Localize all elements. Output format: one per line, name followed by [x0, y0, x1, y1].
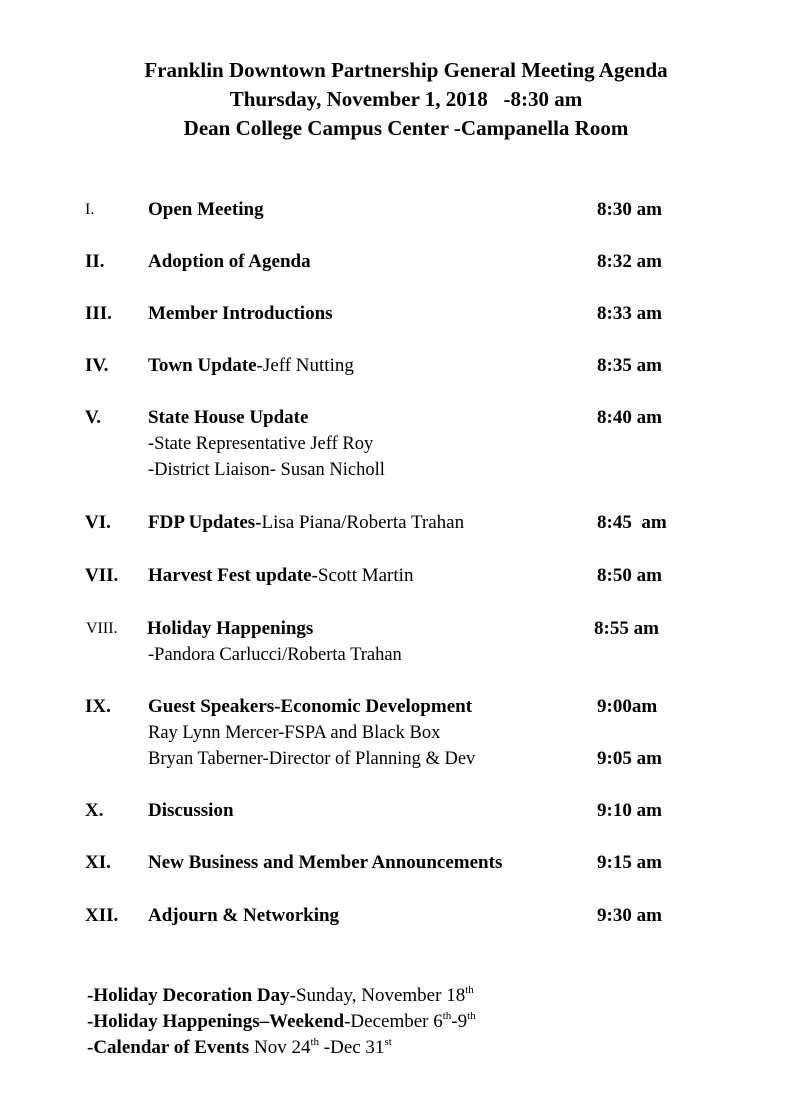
item-title: Harvest Fest update-Scott Martin [148, 565, 414, 586]
item-time: 9:15 am [597, 852, 662, 873]
item-title: Holiday Happenings [147, 618, 314, 639]
item-number: IX. [85, 696, 111, 717]
item-time: 8:32 am [597, 251, 662, 272]
agenda-title: Franklin Downtown Partnership General Meeting Agenda [144, 58, 668, 82]
item-time: 9:00am [597, 696, 658, 717]
item-title: State House Update [148, 407, 309, 428]
meeting-date: Thursday, November 1, 2018 -8:30 am [229, 87, 583, 111]
item-number: VIII. [86, 620, 118, 637]
item-time: 8:45 am [597, 512, 667, 533]
item-number: I. [85, 201, 95, 218]
item-subline: Ray Lynn Mercer-FSPA and Black Box [148, 723, 441, 743]
item-subline: -State Representative Jeff Roy [148, 434, 374, 454]
footer-note-holiday-weekend: -Holiday Happenings–Weekend-December 6th-9th [87, 1010, 476, 1032]
item-number: VII. [85, 565, 119, 586]
item-time: 8:50 am [597, 565, 662, 586]
item-number: VI. [85, 512, 111, 533]
footer-note-decoration-day: -Holiday Decoration Day-Sunday, November 18th [87, 984, 474, 1006]
item-number: II. [85, 251, 105, 272]
item-title: FDP Updates-Lisa Piana/Roberta Trahan [148, 512, 465, 533]
item-time: 8:30 am [597, 199, 662, 220]
agenda-header [0, 56, 800, 143]
item-number: IV. [85, 355, 109, 376]
item-subline: Bryan Taberner-Director of Planning & Dev [148, 749, 476, 769]
item-subline: -District Liaison- Susan Nicholl [148, 460, 385, 480]
item-title: Member Introductions [148, 303, 333, 324]
item-time: 8:55 am [594, 618, 659, 639]
item-time: 8:33 am [597, 303, 662, 324]
item-number: XII. [85, 905, 119, 926]
item-title: Adjourn & Networking [148, 905, 340, 926]
item-time: 8:35 am [597, 355, 662, 376]
item-number: V. [85, 407, 102, 428]
item-title: Town Update-Jeff Nutting [148, 355, 354, 376]
item-subline: -Pandora Carlucci/Roberta Trahan [148, 645, 402, 665]
footer-note-calendar: -Calendar of Events Nov 24th -Dec 31st [87, 1036, 392, 1058]
item-title: Open Meeting [148, 199, 264, 220]
item-number: X. [85, 800, 104, 821]
item-time: 9:30 am [597, 905, 662, 926]
item-title: Guest Speakers-Economic Development [148, 696, 473, 717]
item-number: III. [85, 303, 112, 324]
item-time: 8:40 am [597, 407, 662, 428]
item-number: XI. [85, 852, 111, 873]
item-title: New Business and Member Announcements [148, 852, 503, 873]
item-sub-time: 9:05 am [597, 748, 662, 769]
item-title: Discussion [148, 800, 234, 821]
meeting-location: Dean College Campus Center -Campanella Room [183, 116, 629, 140]
item-time: 9:10 am [597, 800, 662, 821]
item-title: Adoption of Agenda [148, 251, 311, 272]
